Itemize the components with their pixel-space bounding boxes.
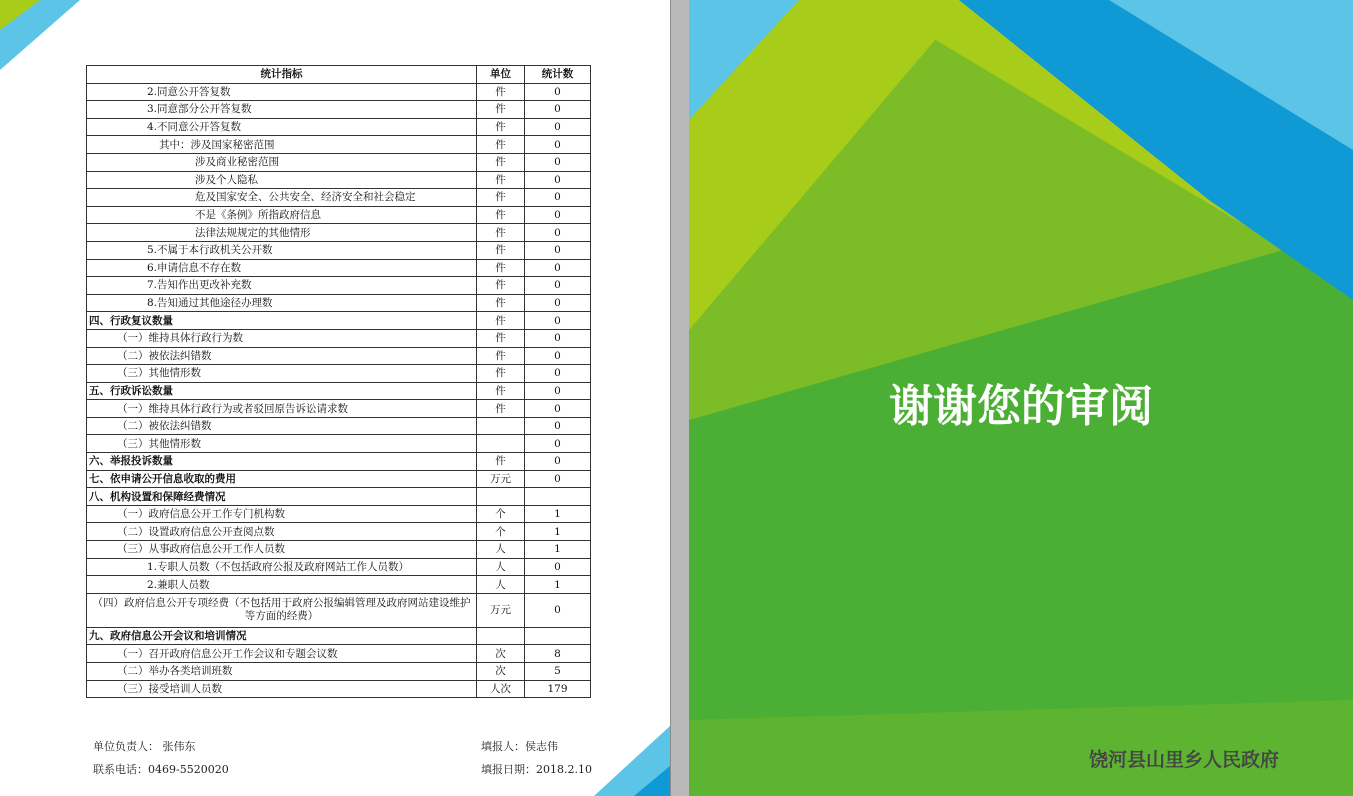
count-cell: 179 xyxy=(525,680,591,698)
unit-cell: 个 xyxy=(477,505,525,523)
table-row xyxy=(87,153,591,171)
indicator-cell: （三）从事政府信息公开工作人员数 xyxy=(87,541,477,559)
unit-cell xyxy=(477,488,525,506)
indicator-cell: 2.兼职人员数 xyxy=(87,576,477,594)
corner-decoration-bottom-right xyxy=(594,726,670,796)
count-cell: 1 xyxy=(525,541,591,559)
indicator-cell: 其中：涉及国家秘密范围 xyxy=(87,136,477,154)
count-cell: 0 xyxy=(525,101,591,119)
unit-cell: 件 xyxy=(477,329,525,347)
table-row xyxy=(87,680,591,698)
unit-cell: 次 xyxy=(477,663,525,681)
indicator-cell: 7.告知作出更改补充数 xyxy=(87,277,477,295)
table-row xyxy=(87,189,591,207)
table-row xyxy=(87,83,591,101)
indicator-cell: 8.告知通过其他途径办理数 xyxy=(87,294,477,312)
unit-cell: 件 xyxy=(477,153,525,171)
unit-cell: 人 xyxy=(477,576,525,594)
unit-cell: 件 xyxy=(477,312,525,330)
count-cell: 0 xyxy=(525,259,591,277)
indicator-cell: 法律法规规定的其他情形 xyxy=(87,224,477,242)
table-row xyxy=(87,118,591,136)
count-cell: 0 xyxy=(525,365,591,383)
table-row xyxy=(87,488,591,506)
unit-cell: 件 xyxy=(477,224,525,242)
unit-cell: 件 xyxy=(477,189,525,207)
indicator-cell: （二）设置政府信息公开查阅点数 xyxy=(87,523,477,541)
table-row xyxy=(87,312,591,330)
indicator-cell: 八、机构设置和保障经费情况 xyxy=(87,488,477,506)
indicator-cell: 2.同意公开答复数 xyxy=(87,83,477,101)
count-cell: 0 xyxy=(525,312,591,330)
indicator-cell: （三）其他情形数 xyxy=(87,435,477,453)
count-cell xyxy=(525,627,591,645)
statistics-table xyxy=(86,65,591,698)
indicator-cell: 涉及商业秘密范围 xyxy=(87,153,477,171)
indicator-cell: 七、依申请公开信息收取的费用 xyxy=(87,470,477,488)
count-cell: 0 xyxy=(525,241,591,259)
table-row xyxy=(87,382,591,400)
indicator-cell: 不是《条例》所指政府信息 xyxy=(87,206,477,224)
count-cell: 1 xyxy=(525,576,591,594)
indicator-cell: 3.同意部分公开答复数 xyxy=(87,101,477,119)
table-row xyxy=(87,417,591,435)
unit-cell xyxy=(477,435,525,453)
count-cell: 0 xyxy=(525,417,591,435)
unit-cell: 件 xyxy=(477,101,525,119)
count-cell: 0 xyxy=(525,171,591,189)
unit-cell: 件 xyxy=(477,259,525,277)
table-row xyxy=(87,224,591,242)
indicator-cell: （二）被依法纠错数 xyxy=(87,347,477,365)
unit-cell: 件 xyxy=(477,277,525,295)
count-cell xyxy=(525,488,591,506)
unit-cell xyxy=(477,417,525,435)
count-cell: 5 xyxy=(525,663,591,681)
indicator-cell: 4.不同意公开答复数 xyxy=(87,118,477,136)
indicator-cell: （二）举办各类培训班数 xyxy=(87,663,477,681)
count-cell: 0 xyxy=(525,206,591,224)
unit-cell: 件 xyxy=(477,294,525,312)
indicator-cell: （二）被依法纠错数 xyxy=(87,417,477,435)
column-header-indicator: 统计指标 xyxy=(87,66,477,84)
fill-date: 填报日期：2018.2.10 xyxy=(481,763,592,776)
unit-cell: 件 xyxy=(477,400,525,418)
slide-panel xyxy=(689,0,1353,796)
pane-divider[interactable] xyxy=(670,0,690,796)
count-cell: 0 xyxy=(525,382,591,400)
count-cell: 0 xyxy=(525,83,591,101)
count-cell: 0 xyxy=(525,329,591,347)
table-row xyxy=(87,663,591,681)
table-row xyxy=(87,400,591,418)
unit-cell: 万元 xyxy=(477,470,525,488)
count-cell: 0 xyxy=(525,153,591,171)
indicator-cell: 六、举报投诉数量 xyxy=(87,453,477,471)
count-cell: 8 xyxy=(525,645,591,663)
indicator-cell: 危及国家安全、公共安全、经济安全和社会稳定 xyxy=(87,189,477,207)
indicator-cell: 五、行政诉讼数量 xyxy=(87,382,477,400)
table-row xyxy=(87,505,591,523)
indicator-cell: 九、政府信息公开会议和培训情况 xyxy=(87,627,477,645)
indicator-cell: （一）政府信息公开工作专门机构数 xyxy=(87,505,477,523)
table-row xyxy=(87,453,591,471)
table-row xyxy=(87,171,591,189)
thanks-heading: 谢谢您的审阅 xyxy=(889,381,1153,432)
organization-name: 饶河县山里乡人民政府 xyxy=(1088,749,1279,771)
unit-cell: 件 xyxy=(477,382,525,400)
indicator-cell: 6.申请信息不存在数 xyxy=(87,259,477,277)
unit-cell: 件 xyxy=(477,118,525,136)
count-cell: 0 xyxy=(525,347,591,365)
table-row xyxy=(87,558,591,576)
column-header-unit: 单位 xyxy=(477,66,525,84)
table-row xyxy=(87,329,591,347)
table-row xyxy=(87,576,591,594)
count-cell: 1 xyxy=(525,505,591,523)
filler-person: 填报人：侯志伟 xyxy=(481,740,558,753)
unit-cell: 次 xyxy=(477,645,525,663)
unit-cell: 件 xyxy=(477,365,525,383)
unit-cell: 件 xyxy=(477,83,525,101)
indicator-cell: （三）接受培训人员数 xyxy=(87,680,477,698)
table-row xyxy=(87,241,591,259)
table-row xyxy=(87,294,591,312)
table-row xyxy=(87,347,591,365)
count-cell: 0 xyxy=(525,224,591,242)
indicator-cell: 5.不属于本行政机关公开数 xyxy=(87,241,477,259)
indicator-cell: （三）其他情形数 xyxy=(87,365,477,383)
table-row xyxy=(87,541,591,559)
unit-cell: 件 xyxy=(477,171,525,189)
count-cell: 0 xyxy=(525,435,591,453)
indicator-cell: 涉及个人隐私 xyxy=(87,171,477,189)
table-row xyxy=(87,101,591,119)
table-row xyxy=(87,645,591,663)
unit-cell: 人次 xyxy=(477,680,525,698)
responsible-person: 单位负责人： 张伟东 xyxy=(93,740,196,753)
indicator-cell: （一）维持具体行政行为数 xyxy=(87,329,477,347)
table-row xyxy=(87,523,591,541)
table-row xyxy=(87,206,591,224)
unit-cell: 人 xyxy=(477,558,525,576)
unit-cell xyxy=(477,627,525,645)
count-cell: 0 xyxy=(525,558,591,576)
unit-cell: 件 xyxy=(477,453,525,471)
unit-cell: 件 xyxy=(477,347,525,365)
unit-cell: 件 xyxy=(477,241,525,259)
unit-cell: 人 xyxy=(477,541,525,559)
indicator-cell: （四）政府信息公开专项经费（不包括用于政府公报编辑管理及政府网站建设维护等方面的经费） xyxy=(87,593,477,627)
table-row xyxy=(87,593,591,627)
count-cell: 0 xyxy=(525,470,591,488)
table-row xyxy=(87,470,591,488)
count-cell: 0 xyxy=(525,277,591,295)
indicator-cell: （一）召开政府信息公开工作会议和专题会议数 xyxy=(87,645,477,663)
contact-phone: 联系电话：0469-5520020 xyxy=(93,763,229,776)
unit-cell: 件 xyxy=(477,206,525,224)
count-cell: 0 xyxy=(525,136,591,154)
table-header-row xyxy=(87,66,591,84)
indicator-cell: 1.专职人员数（不包括政府公报及政府网站工作人员数） xyxy=(87,558,477,576)
count-cell: 0 xyxy=(525,593,591,627)
count-cell: 0 xyxy=(525,453,591,471)
count-cell: 1 xyxy=(525,523,591,541)
count-cell: 0 xyxy=(525,189,591,207)
table-row xyxy=(87,435,591,453)
indicator-cell: （一）维持具体行政行为或者驳回原告诉讼请求数 xyxy=(87,400,477,418)
unit-cell: 万元 xyxy=(477,593,525,627)
count-cell: 0 xyxy=(525,118,591,136)
table-row xyxy=(87,277,591,295)
count-cell: 0 xyxy=(525,400,591,418)
unit-cell: 个 xyxy=(477,523,525,541)
table-row xyxy=(87,136,591,154)
unit-cell: 件 xyxy=(477,136,525,154)
table-row xyxy=(87,365,591,383)
indicator-cell: 四、行政复议数量 xyxy=(87,312,477,330)
table-row xyxy=(87,259,591,277)
count-cell: 0 xyxy=(525,294,591,312)
table-row xyxy=(87,627,591,645)
column-header-count: 统计数 xyxy=(525,66,591,84)
corner-decoration-top-left xyxy=(0,0,80,70)
